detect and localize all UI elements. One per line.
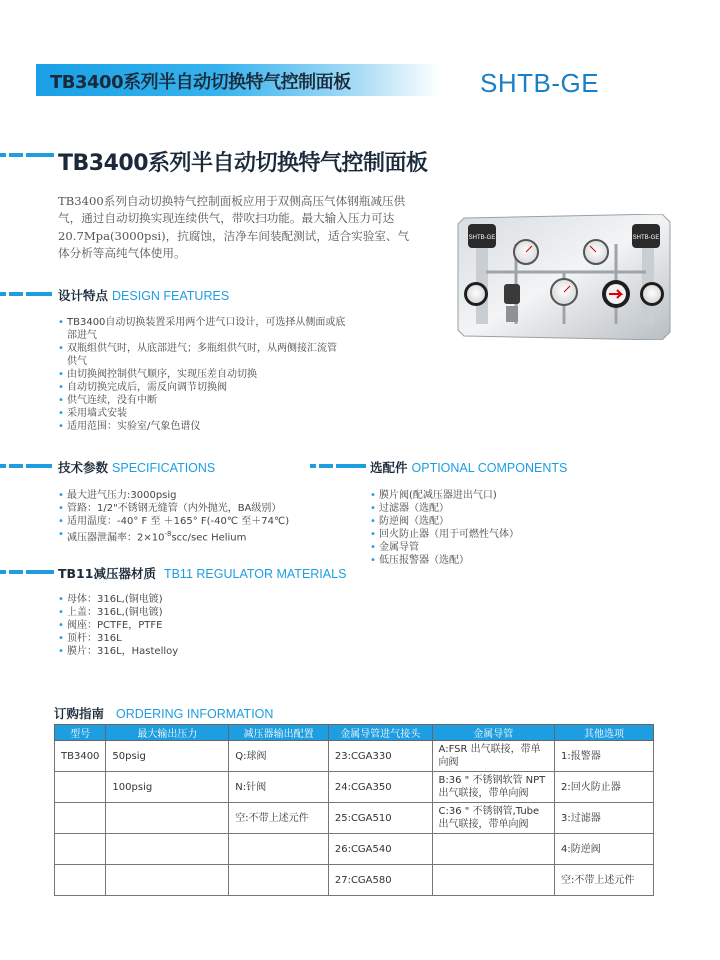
main-title-marker — [0, 151, 56, 161]
list-item: • 金属导管 — [370, 541, 519, 554]
table-cell: 23:CGA330 — [328, 741, 432, 772]
specs-marker — [0, 462, 54, 472]
table-cell — [432, 834, 554, 865]
list-item: • 由切换阀控制供气顺序，实现压差自动切换 — [58, 368, 345, 381]
table-cell — [229, 834, 329, 865]
list-item: • 供气连续，没有中断 — [58, 394, 345, 407]
ordering-title-en: ORDERING INFORMATION — [116, 707, 274, 721]
table-header: 减压器输出配置 — [229, 725, 329, 741]
leak-rate-exponent: -8 — [164, 530, 172, 538]
header-model: SHTB-GE — [480, 68, 600, 98]
table-cell: 24:CGA350 — [328, 772, 432, 803]
table-cell — [432, 865, 554, 896]
options-title-en: OPTIONAL COMPONENTS — [411, 461, 568, 475]
table-cell — [106, 803, 229, 834]
main-title: TB3400系列半自动切换特气控制面板 — [58, 151, 428, 176]
list-item: • 自动切换完成后，需反向调节切换阀 — [58, 381, 345, 394]
table-row — [55, 772, 654, 803]
intro-line: 气，通过自动切换实现连续供气，带吹扫功能。最大输入压力可达 — [58, 211, 395, 226]
list-item: • 过滤器（选配） — [370, 502, 519, 515]
specs-list — [58, 489, 289, 544]
table-cell: A:FSR 出气联接，带单向阀 — [432, 741, 554, 772]
table-cell — [106, 865, 229, 896]
table-header: 最大输出压力 — [106, 725, 229, 741]
table-cell — [55, 803, 106, 834]
list-item — [58, 316, 345, 342]
table-header: 金属导管进气接头 — [328, 725, 432, 741]
product-photo — [456, 214, 674, 340]
materials-title-cn: TB11减压器材质 — [58, 566, 156, 581]
table-cell: Q:球阀 — [229, 741, 329, 772]
design-marker — [0, 290, 54, 300]
plate-label-right: SHTB-GE — [632, 235, 660, 241]
specs-title-cn: 技术参数 — [58, 460, 109, 475]
list-item-text: TB3400自动切换装置采用两个进气口设计，可选择从侧面或底 — [67, 317, 346, 328]
leak-rate-prefix: 减压器泄漏率：2×10 — [67, 532, 165, 544]
table-cell: 50psig — [106, 741, 229, 772]
ordering-table — [54, 724, 654, 896]
table-cell — [106, 834, 229, 865]
table-cell: 1:报警器 — [555, 741, 654, 772]
list-item: • 膜片：316L，Hastelloy — [58, 645, 178, 658]
table-cell: N:针阀 — [229, 772, 329, 803]
list-item: • 管路：1/2"不锈钢无缝管（内外抛光，BA级别） — [58, 502, 289, 515]
list-item: • 适用范围：实验室/气象色谱仪 — [58, 420, 345, 433]
table-cell: 4:防逆阀 — [555, 834, 654, 865]
options-marker — [310, 462, 368, 472]
intro-line: 20.7Mpa(3000psi)，抗腐蚀，洁净车间装配测试，适合实验室、气 — [58, 228, 410, 243]
design-title-en: DESIGN FEATURES — [112, 289, 230, 303]
list-item: • 防逆阀（选配） — [370, 515, 519, 528]
table-cell: 3:过滤器 — [555, 803, 654, 834]
design-list — [58, 316, 345, 433]
table-cell — [229, 865, 329, 896]
table-cell: 2:回火防止器 — [555, 772, 654, 803]
list-item: • 膜片阀(配减压器进出气口) — [370, 489, 519, 502]
header-title: TB3400系列半自动切换特气控制面板 — [50, 72, 351, 93]
list-item-leak-rate — [58, 528, 289, 544]
list-item: • 最大进气压力:3000psig — [58, 489, 289, 502]
table-cell — [55, 772, 106, 803]
table-header-row — [55, 725, 654, 741]
table-cell: 空:不带上述元件 — [229, 803, 329, 834]
specs-title-en: SPECIFICATIONS — [112, 461, 216, 475]
table-cell — [55, 865, 106, 896]
table-cell: 空:不带上述元件 — [555, 865, 654, 896]
options-title — [370, 458, 567, 476]
options-list — [370, 489, 519, 567]
table-cell — [55, 834, 106, 865]
materials-list — [58, 593, 178, 658]
list-item-continuation: 供气 — [67, 356, 87, 367]
list-item-continuation: 部进气 — [67, 330, 97, 341]
table-row — [55, 741, 654, 772]
list-item — [58, 342, 345, 368]
specs-title — [58, 458, 215, 476]
list-item: • 上盖：316L,(铜电镀) — [58, 606, 178, 619]
intro-paragraph — [58, 193, 443, 263]
table-header: 金属导管 — [432, 725, 554, 741]
table-header: 型号 — [55, 725, 106, 741]
design-title — [58, 286, 229, 304]
list-item-text: 双瓶组供气时，从底部进气；多瓶组供气时，从两侧接汇流管 — [67, 343, 337, 354]
materials-title-en: TB11 REGULATOR MATERIALS — [163, 567, 347, 581]
list-item: • 回火防止器（用于可燃性气体） — [370, 528, 519, 541]
table-row — [55, 803, 654, 834]
list-item: • 阀座：PCTFE，PTFE — [58, 619, 178, 632]
materials-marker — [0, 568, 56, 578]
list-item: • 低压报警器（选配） — [370, 554, 519, 567]
table-cell: 27:CGA580 — [328, 865, 432, 896]
materials-title — [58, 564, 346, 582]
list-item: • 适用温度：-40° F 至 ＋165° F(-40℃ 至＋74℃) — [58, 515, 289, 528]
list-item: • 采用墙式安装 — [58, 407, 345, 420]
list-item: • 母体：316L,(铜电镀) — [58, 593, 178, 606]
table-row — [55, 865, 654, 896]
plate-label-left: SHTB-GE — [468, 235, 496, 241]
list-item: • 顶杆：316L — [58, 632, 178, 645]
table-header: 其他选项 — [555, 725, 654, 741]
table-row — [55, 834, 654, 865]
intro-line: 体分析等高纯气体使用。 — [58, 246, 186, 261]
ordering-title — [54, 704, 273, 722]
table-cell: 100psig — [106, 772, 229, 803]
intro-line: TB3400系列自动切换特气控制面板应用于双侧高压气体钢瓶减压供 — [58, 194, 406, 208]
leak-rate-suffix: scc/sec Helium — [171, 532, 247, 544]
table-cell: C:36 " 不锈钢管,Tube 出气联接，带单向阀 — [432, 803, 554, 834]
options-title-cn: 选配件 — [370, 460, 408, 475]
ordering-title-cn: 订购指南 — [54, 706, 105, 721]
table-cell: 25:CGA510 — [328, 803, 432, 834]
design-title-cn: 设计特点 — [58, 288, 109, 303]
table-cell: TB3400 — [55, 741, 106, 772]
table-cell: 26:CGA540 — [328, 834, 432, 865]
table-cell: B:36 " 不锈钢软管 NPT 出气联接，带单向阀 — [432, 772, 554, 803]
